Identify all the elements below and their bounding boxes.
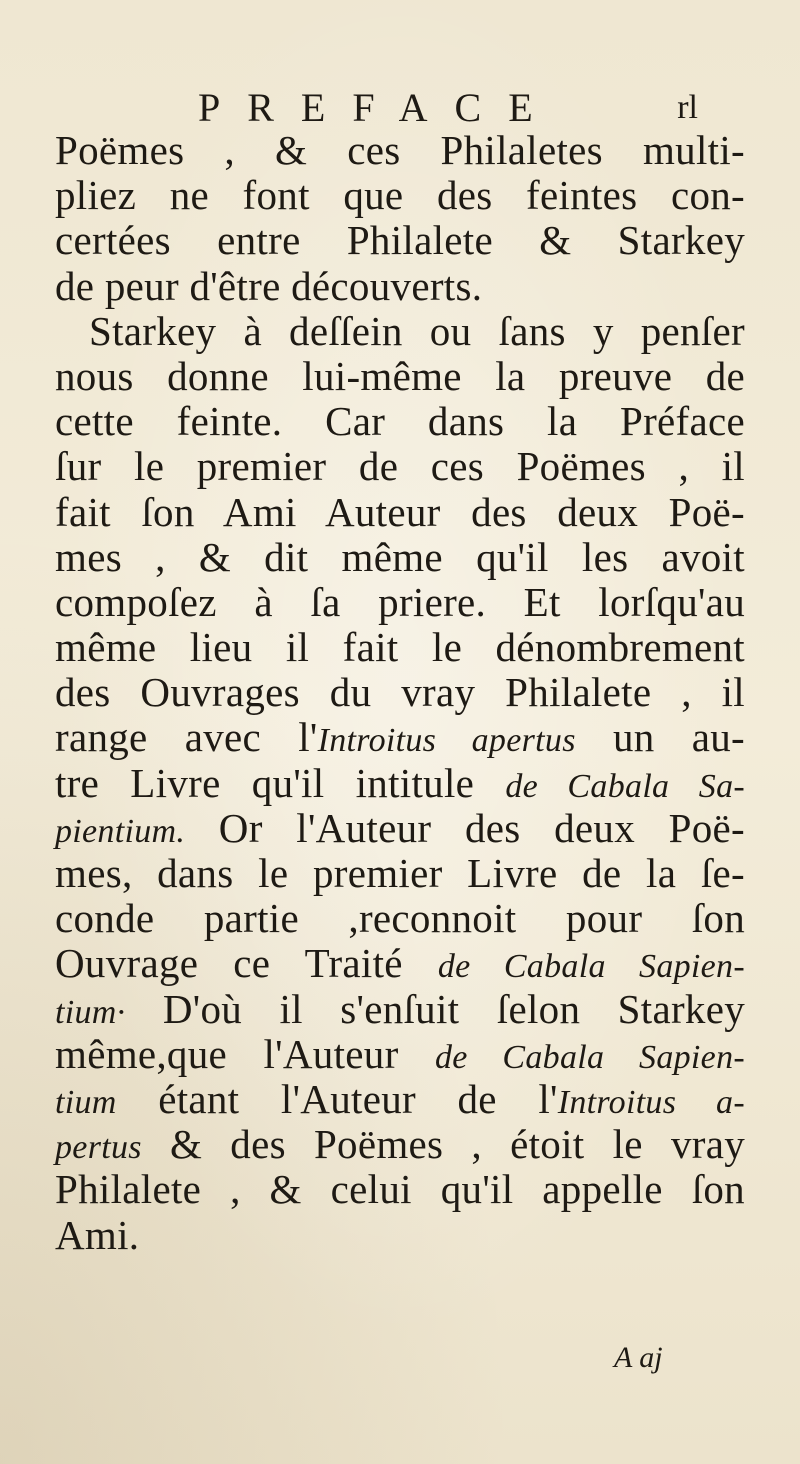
text-segment: fait ſon Ami Auteur des deux Poë- xyxy=(55,488,745,535)
text-segment: des Ouvrages du vray Philalete , il xyxy=(55,669,745,716)
text-segment: Ouvrage ce Traité xyxy=(55,940,438,987)
text-line xyxy=(55,535,745,580)
text-line xyxy=(55,987,745,1032)
italic-text: de Cabala Sapien- xyxy=(437,948,745,986)
text-line xyxy=(55,354,745,399)
text-segment: & des Poëmes , étoit le vray xyxy=(141,1121,745,1168)
italic-text: de Cabala Sapien- xyxy=(434,1038,745,1076)
text-line xyxy=(55,309,745,354)
text-line xyxy=(55,490,745,535)
text-line xyxy=(55,625,745,670)
page-number: rl xyxy=(677,89,698,126)
italic-text: tium· xyxy=(55,993,126,1031)
running-title: PREFACE xyxy=(198,85,560,130)
text-line xyxy=(55,1032,745,1077)
text-line xyxy=(55,399,745,444)
text-segment: ſur le premier de ces Poëmes , il xyxy=(55,443,745,490)
text-segment: pliez ne font que des feintes con- xyxy=(55,172,745,219)
italic-text: Introitus apertus xyxy=(317,722,576,760)
text-segment: Poëmes , & ces Philaletes multi- xyxy=(55,127,745,173)
text-line xyxy=(55,173,745,218)
text-segment: Starkey à deſſein ou ſans y penſer xyxy=(89,307,745,354)
text-segment: nous donne lui-même la preuve de xyxy=(55,352,745,399)
text-line xyxy=(55,128,745,173)
text-segment: conde partie ,reconnoit pour ſon xyxy=(55,895,745,942)
text-line xyxy=(55,715,745,760)
text-segment: étant l'Auteur de l' xyxy=(116,1075,558,1122)
text-line xyxy=(55,444,745,489)
text-line xyxy=(55,851,745,896)
text-line xyxy=(55,218,745,263)
text-line xyxy=(55,806,745,851)
italic-text: pientium. xyxy=(55,812,186,850)
text-line xyxy=(55,1077,745,1122)
text-segment: cette feinte. Car dans la Préface xyxy=(55,398,745,445)
text-segment: de peur d'être découverts. xyxy=(55,262,483,309)
body-text xyxy=(55,128,745,1258)
text-segment: D'où il s'enſuit ſelon Starkey xyxy=(125,985,745,1032)
text-segment: même lieu il fait le dénombrement xyxy=(55,624,745,671)
signature-mark: A aj xyxy=(614,1341,663,1374)
text-segment: mes, dans le premier Livre de la ſe- xyxy=(55,850,745,896)
text-segment: compoſez à ſa priere. Et lorſqu'au xyxy=(55,578,745,625)
text-segment: certées entre Philalete & Starkey xyxy=(55,217,745,264)
text-line xyxy=(55,670,745,715)
text-segment: mes , & dit même qu'il les avoit xyxy=(55,533,745,580)
text-segment: range avec l' xyxy=(55,714,318,761)
text-line xyxy=(55,761,745,806)
text-segment: Ami. xyxy=(55,1211,140,1258)
text-line xyxy=(55,896,745,941)
text-line xyxy=(55,264,745,309)
italic-text: de Cabala Sa- xyxy=(505,767,745,805)
text-segment: un au- xyxy=(575,714,746,761)
text-line xyxy=(55,1167,745,1212)
text-line xyxy=(55,1213,745,1258)
text-segment: tre Livre qu'il intitule xyxy=(55,759,506,806)
italic-text: Introitus a- xyxy=(557,1083,745,1121)
text-line xyxy=(55,1122,745,1167)
italic-text: pertus xyxy=(55,1129,142,1167)
text-segment: Or l'Auteur des deux Poë- xyxy=(185,804,745,851)
text-segment: Philalete , & celui qu'il appelle ſon xyxy=(55,1166,745,1213)
text-segment: même,que l'Auteur xyxy=(55,1030,435,1077)
text-line xyxy=(55,941,745,986)
text-line xyxy=(55,580,745,625)
italic-text: tium xyxy=(55,1083,117,1121)
